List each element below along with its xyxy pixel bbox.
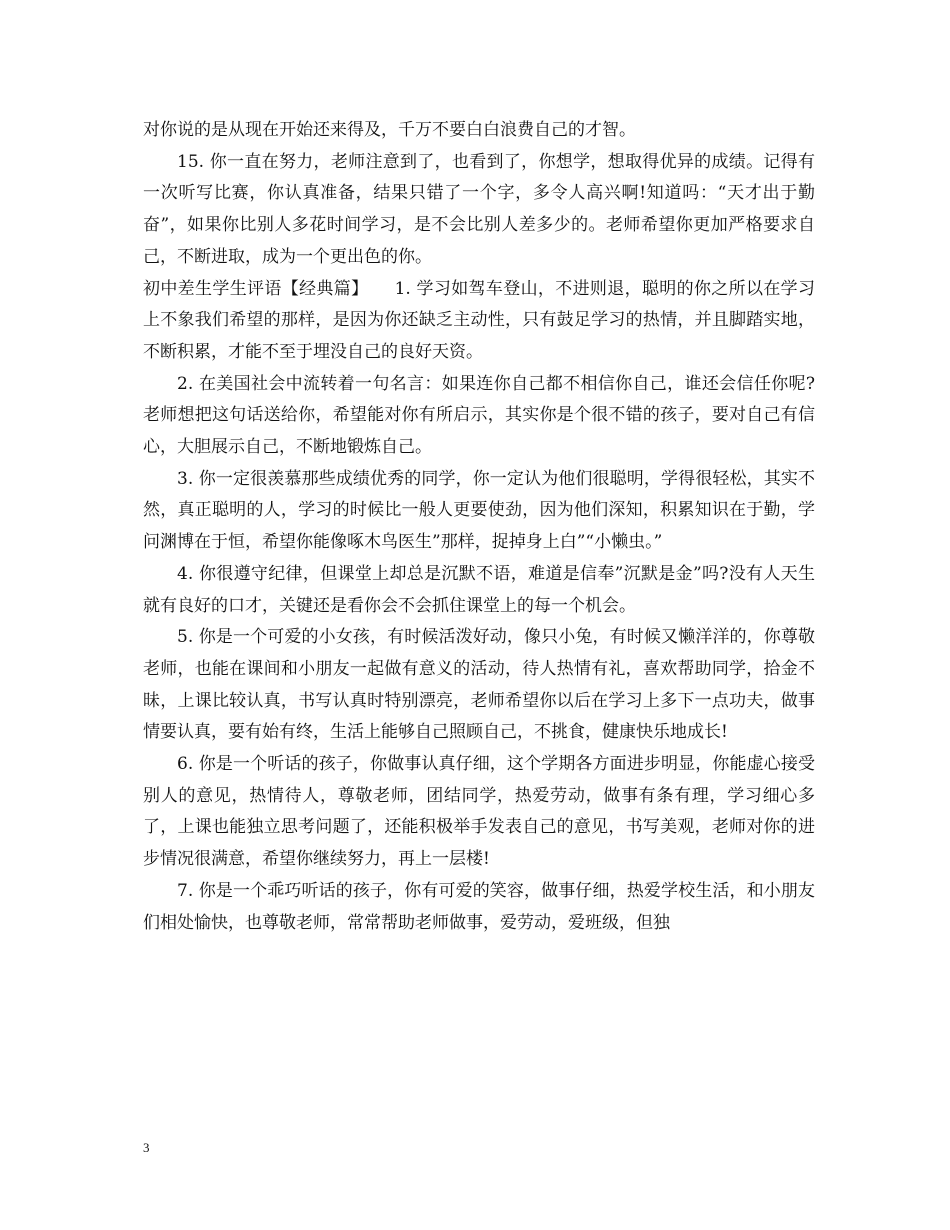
paragraph-item-3: 3. 你一定很羡慕那些成绩优秀的同学，你一定认为他们很聪明，学得很轻松，其实不然，真正聪明的人，学习的时候比一般人更要使劲，因为他们深知，积累知识在于勤，学问渊博在于恒，希望你能像啄木鸟医生”那样，捉掉身上白”“小懒虫。” [143, 468, 815, 553]
paragraph-item-2: 2. 在美国社会中流转着一句名言：如果连你自己都不相信你自己，谁还会信任你呢?老师想把这句话送给你，希望能对你有所启示，其实你是个很不错的孩子，要对自己有信心，大胆展示自己，不断地锻炼自己。 [143, 373, 815, 458]
paragraph-continuation: 对你说的是从现在开始还来得及，千万不要白白浪费自己的才智。 [143, 120, 636, 140]
paragraph-item-7: 7. 你是一个乖巧听话的孩子，你有可爱的笑容，做事仔细，热爱学校生活，和小朋友们相处愉快，也尊敬老师，常常帮助老师做事，爱劳动，爱班级，但独 [143, 880, 815, 933]
paragraph-item-6: 6. 你是一个听话的孩子，你做事认真仔细，这个学期各方面进步明显，你能虚心接受别人的意见，热情待人，尊敬老师，团结同学，热爱劳动，做事有条有理，学习细心多了，上课也能独立思考问题了，还能积极举手发表自己的意见，书写美观，老师对你的进步情况很满意，希望你继续努力，再上一层楼! [143, 754, 815, 870]
paragraph-item-15: 15. 你一直在努力，老师注意到了，也看到了，你想学，想取得优异的成绩。记得有一次听写比赛，你认真准备，结果只错了一个字，多令人高兴啊!知道吗：“天才出于勤奋”，如果你比别人多花时间学习，是不会比别人差多少的。老师希望你更加严格要求自己，不断进取，成为一个更出色的你。 [143, 151, 815, 267]
paragraph-item-5: 5. 你是一个可爱的小女孩，有时候活泼好动，像只小兔，有时候又懒洋洋的，你尊敬老师，也能在课间和小朋友一起做有意义的活动，待人热情有礼，喜欢帮助同学，拾金不昧，上课比较认真，书写认真时特别漂亮，老师希望你以后在学习上多下一点功夫，做事情要认真，要有始有终，生活上能够自己照顾自己，不挑食，健康快乐地成长! [143, 627, 815, 743]
page-number: 3 [143, 1140, 150, 1155]
document-body [143, 115, 815, 939]
section-heading-paragraph: 初中差生学生评语【经典篇】 1. 学习如驾车登山，不进则退，聪明的你之所以在学习上不象我们希望的那样，是因为你还缺乏主动性，只有鼓足学习的热情，并且脚踏实地，不断积累，才能不至于埋没自己的良好天资。 [143, 278, 815, 362]
paragraph-item-4: 4. 你很遵守纪律，但课堂上却总是沉默不语，难道是信奉”沉默是金”吗?没有人天生就有良好的口才，关键还是看你会不会抓住课堂上的每一个机会。 [143, 563, 815, 616]
